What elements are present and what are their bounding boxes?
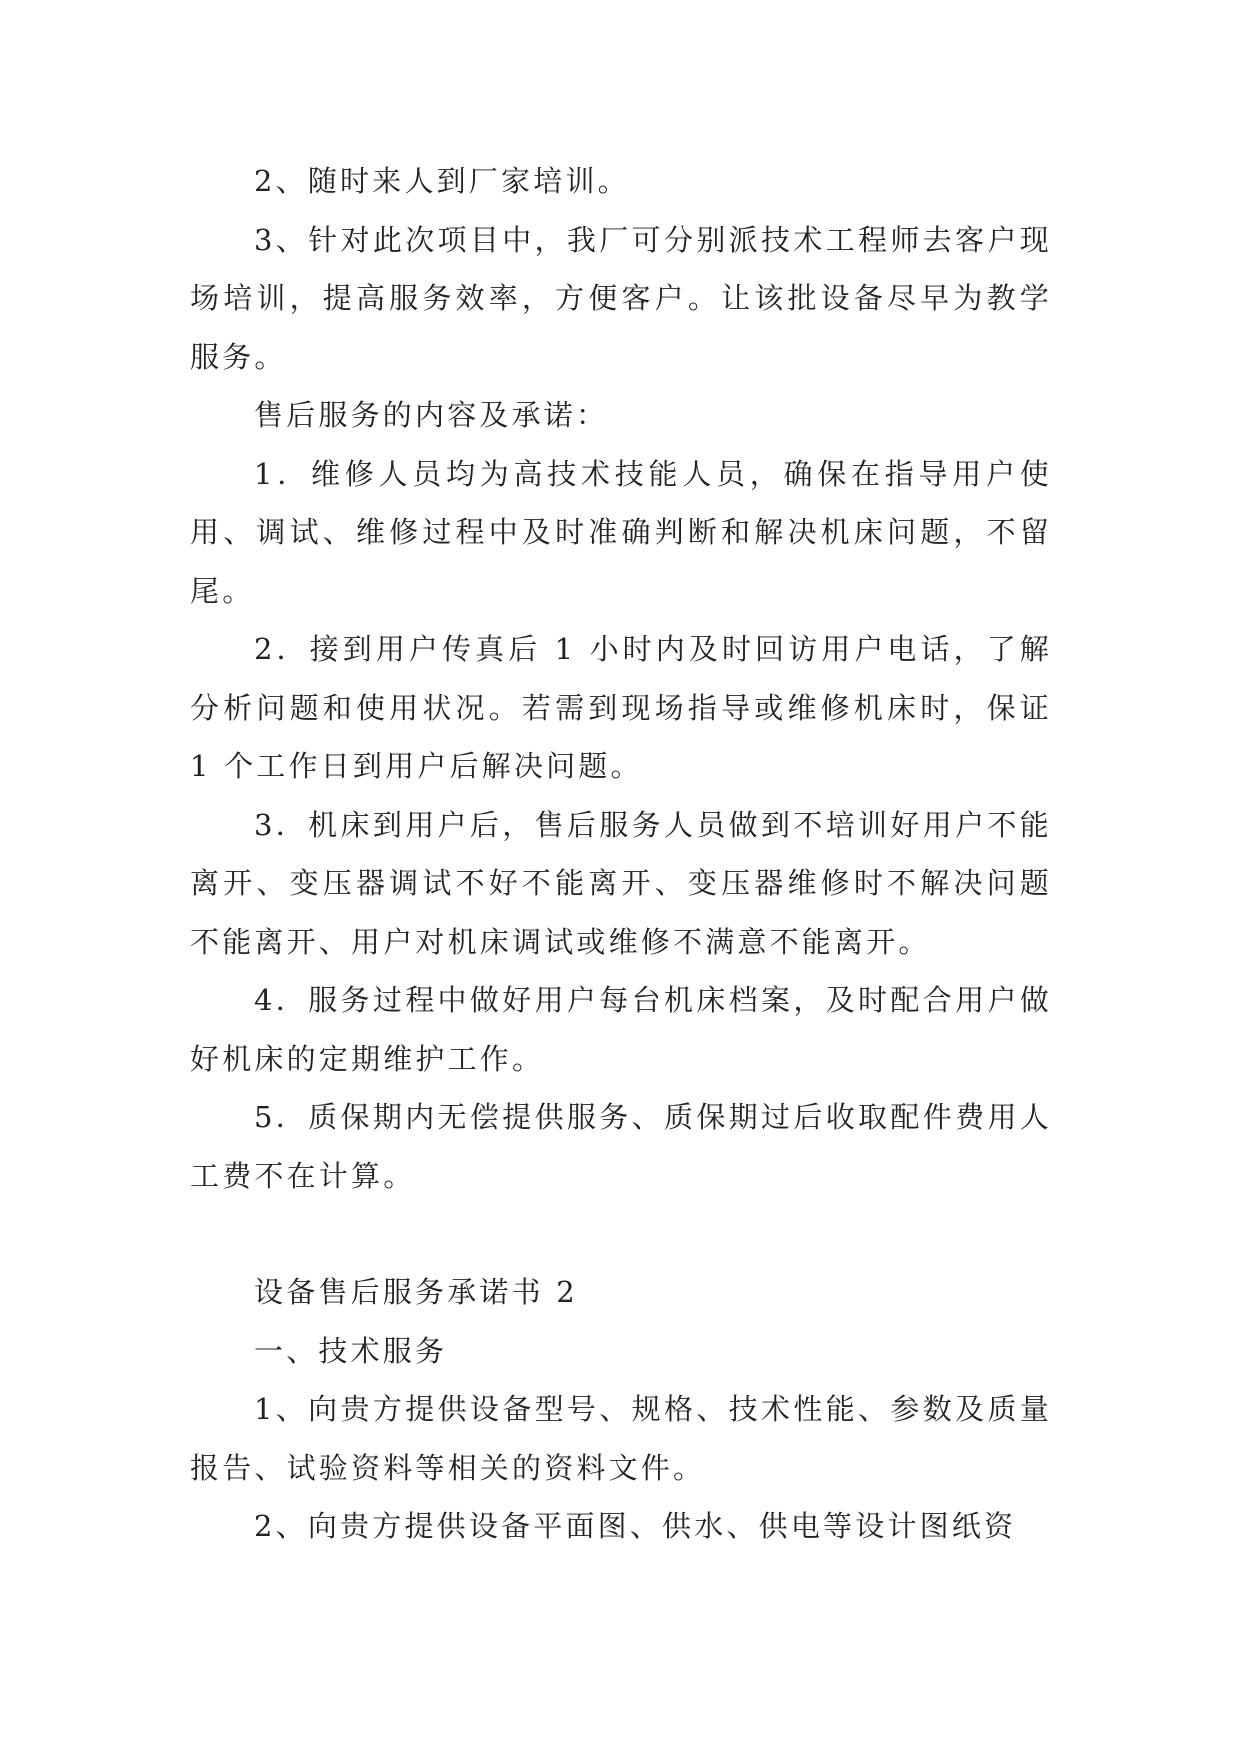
paragraph-commitment-4: 4．服务过程中做好用户每台机床档案，及时配合用户做好机床的定期维护工作。 <box>190 983 1052 1076</box>
paragraph-commitment-2: 2．接到用户传真后 1 小时内及时回访用户电话，了解分析问题和使用状况。若需到现场指导或维修机床时，保证 1 个工作日到用户后解决问题。 <box>190 632 1052 783</box>
paragraph-onsite-training: 3、针对此次项目中，我厂可分别派技术工程师去客户现场培训，提高服务效率，方便客户。让该批设备尽早为教学服务。 <box>190 222 1052 374</box>
paragraph-technical-service-1: 1、向贵方提供设备型号、规格、技术性能、参数及质量报告、试验资料等相关的资料文件。 <box>190 1392 1052 1485</box>
paragraph-technical-service-heading: 一、技术服务 <box>254 1333 448 1368</box>
paragraph-aftersales-heading: 售后服务的内容及承诺： <box>254 398 609 432</box>
document-body <box>190 152 1052 1556</box>
paragraph-commitment-1: 1．维修人员均为高技术技能人员，确保在指导用户使用、调试、维修过程中及时准确判断和解决机床问题，不留尾。 <box>190 456 1052 608</box>
section-spacer <box>190 1205 1052 1263</box>
section-title: 设备售后服务承诺书 2 <box>254 1275 578 1309</box>
paragraph-commitment-5: 5．质保期内无偿提供服务、质保期过后收取配件费用人工费不在计算。 <box>190 1100 1052 1193</box>
paragraph-technical-service-2: 2、向贵方提供设备平面图、供水、供电等设计图纸资 <box>254 1509 1017 1543</box>
paragraph-commitment-3: 3．机床到用户后，售后服务人员做到不培训好用户不能离开、变压器调试不好不能离开、变压器维修时不解决问题不能离开、用户对机床调试或维修不满意不能离开。 <box>190 807 1052 959</box>
paragraph-training-visit: 2、随时来人到厂家培训。 <box>254 164 630 198</box>
